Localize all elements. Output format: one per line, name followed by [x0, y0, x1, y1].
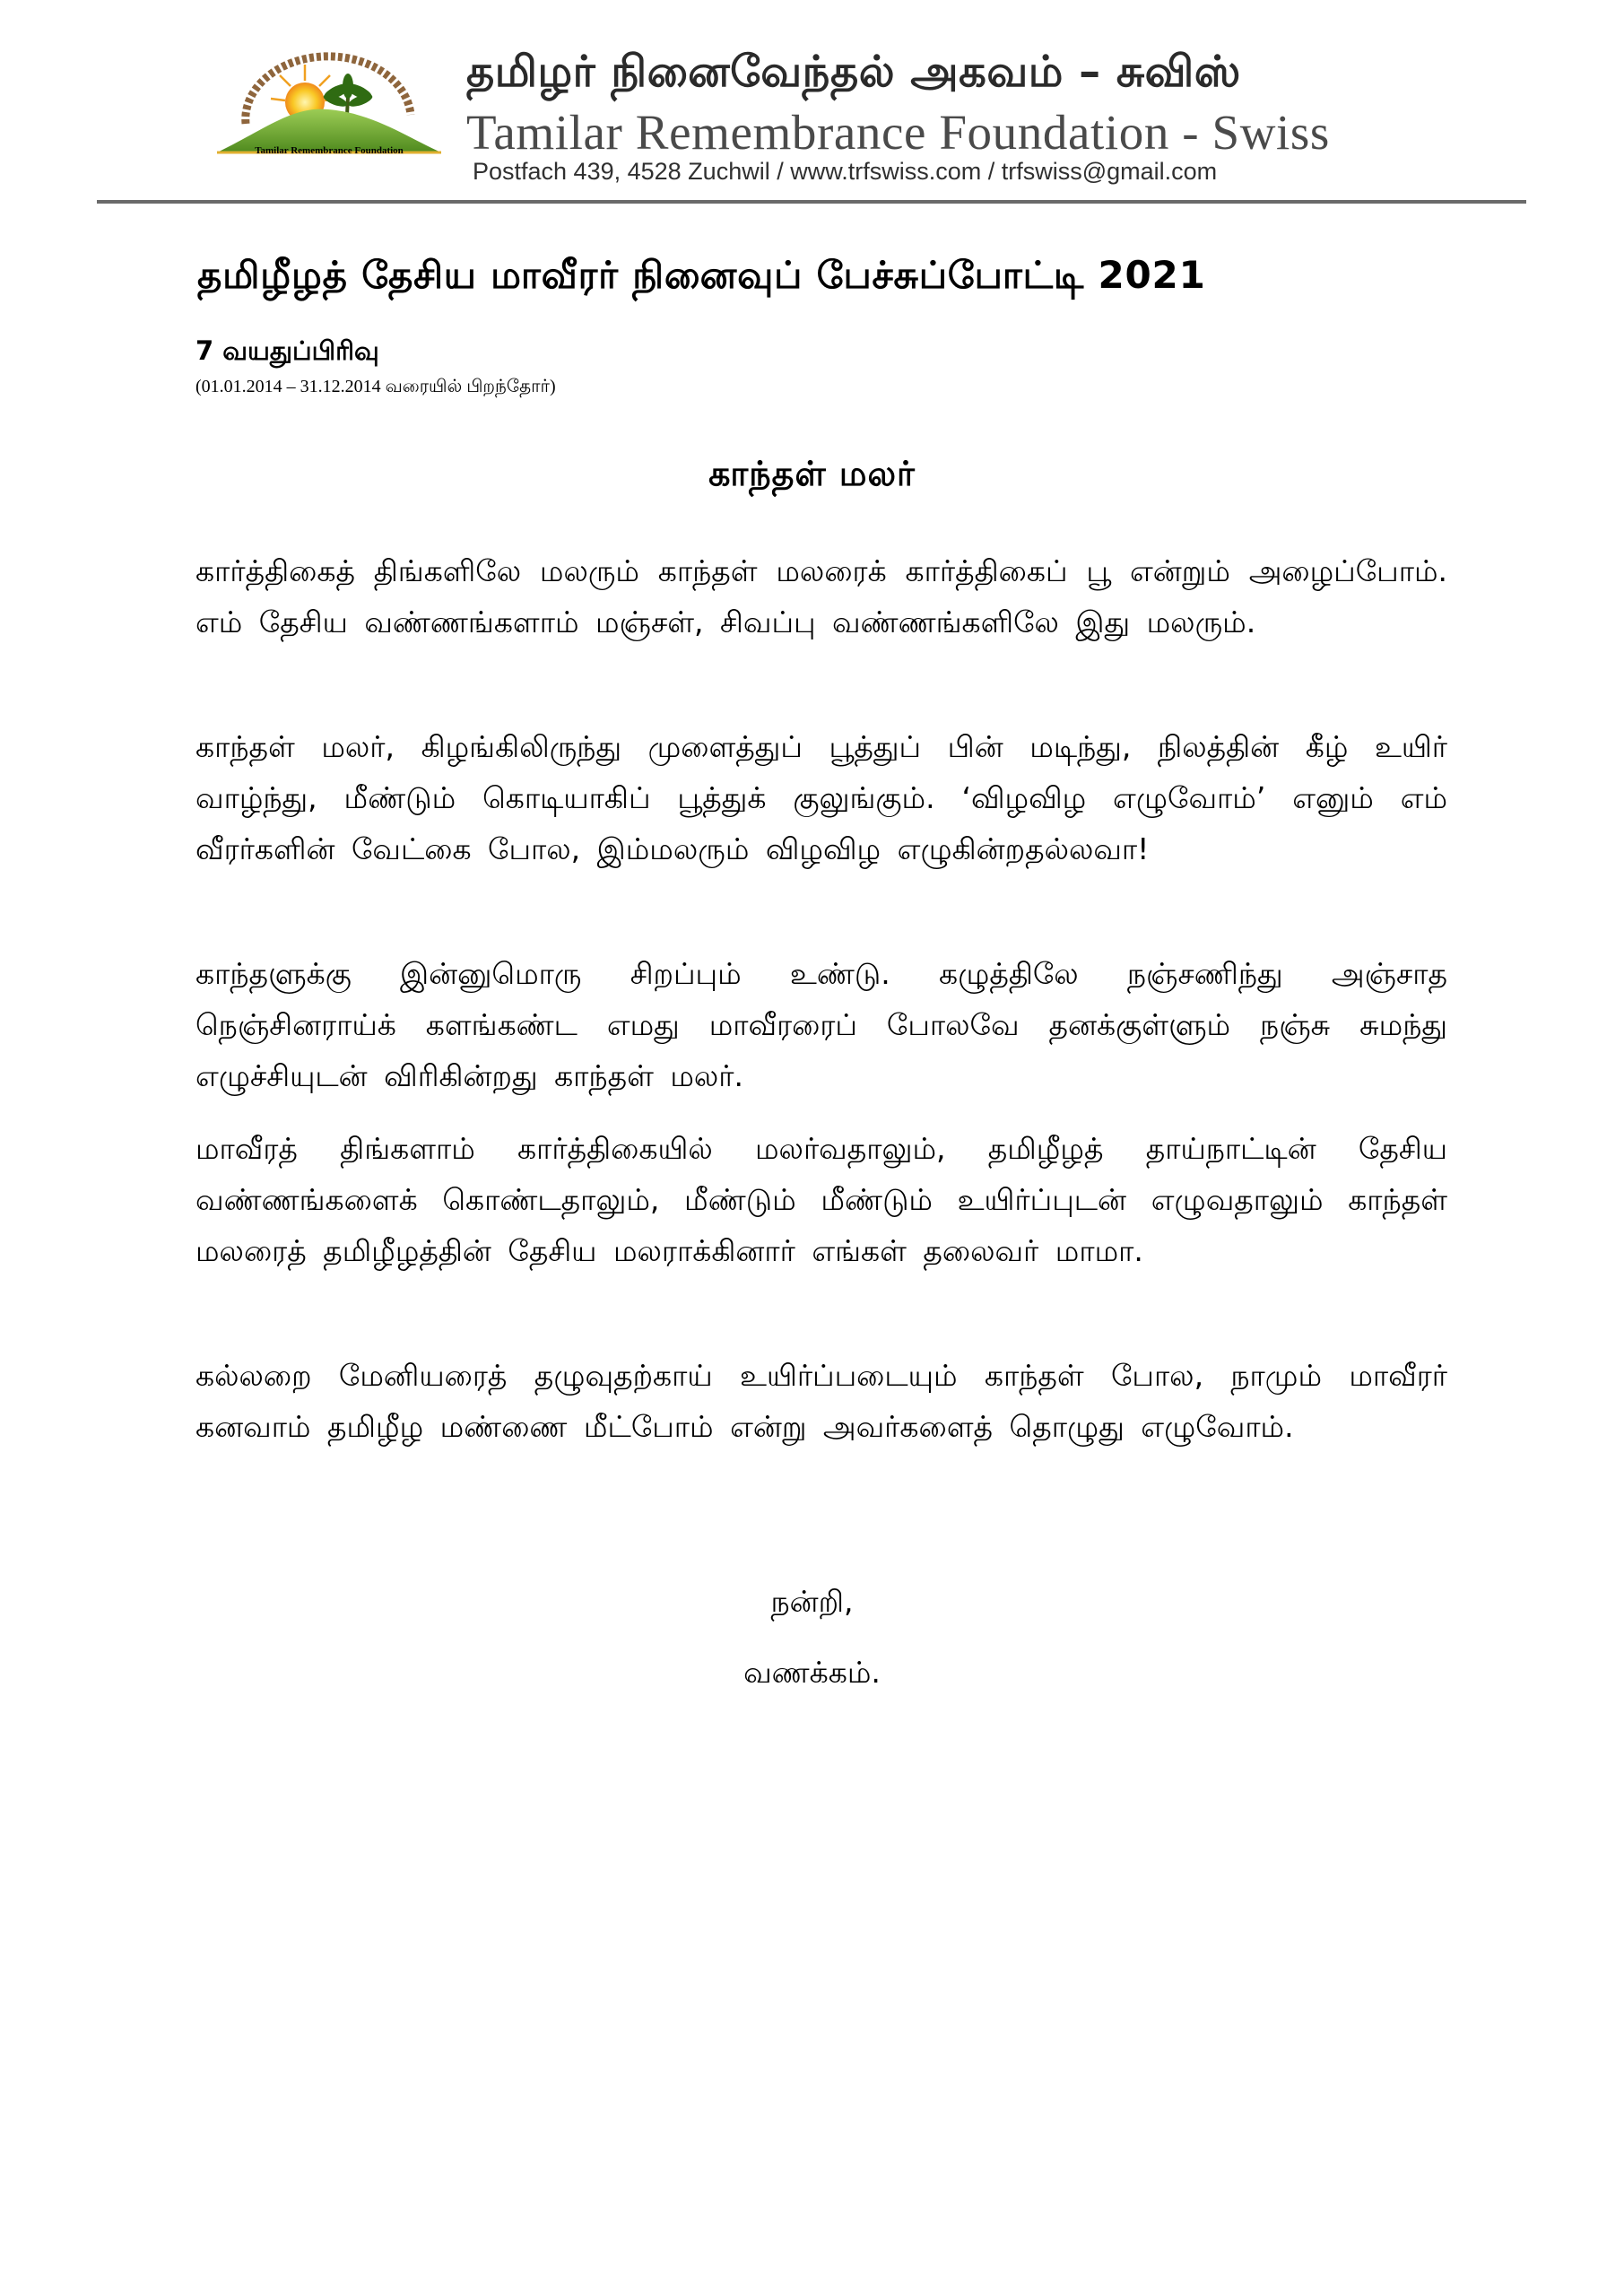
- header-divider: [97, 200, 1526, 204]
- org-name-english: Tamilar Remembrance Foundation - Swiss: [466, 105, 1330, 160]
- closing-greeting: வணக்கம்.: [743, 1655, 881, 1690]
- org-address: Postfach 439, 4528 Zuchwil / www.trfswiss.com / trfswiss@gmail.com: [473, 158, 1218, 185]
- document-title: தமிழீழத் தேசிய மாவீரர் நினைவுப் பேச்சுப்போட்டி 2021: [197, 253, 1206, 297]
- logo-caption: Tamilar Remembrance Foundation: [255, 145, 404, 156]
- speech-paragraph: காந்தளுக்கு இன்னுமொரு சிறப்பும் உண்டு. கழுத்திலே நஞ்சணிந்து அஞ்சாத நெஞ்சினராய்க் களங்கண்ட எமது மாவீரரைப் போலவே தனக்குள்ளும் நஞ்சு சுமந்து எழுச்சியுடன் விரிகின்றது காந்தள் மலர்.: [195, 956, 1447, 1093]
- birth-date-range: (01.01.2014 – 31.12.2014 வரையில் பிறந்தோர்): [195, 377, 556, 396]
- org-name-tamil: தமிழர் நினைவேந்தல் அகவம் – சுவிஸ்: [466, 47, 1241, 97]
- speech-paragraph: காந்தள் மலர், கிழங்கிலிருந்து முளைத்துப் பூத்துப் பின் மடிந்து, நிலத்தின் கீழ் உயிர் வாழ்ந்து, மீண்டும் கொடியாகிப் பூத்துக் குலுங்கும். ‘விழவிழ எழுவோம்’ எனும் எம் வீரர்களின் வேட்கை போல, இம்மலரும் விழவிழ எழுகின்றதல்லவா!: [195, 729, 1447, 866]
- speech-paragraph: கல்லறை மேனியரைத் தழுவுதற்காய் உயிர்ப்படையும் காந்தள் போல, நாமும் மாவீரர் கனவாம் தமிழீழ மண்ணை மீட்போம் என்று அவர்களைத் தொழுது எழுவோம்.: [195, 1358, 1447, 1444]
- closing-thanks: நன்றி,: [770, 1584, 854, 1619]
- foundation-logo: [212, 52, 447, 170]
- age-group-heading: 7 வயதுப்பிரிவு: [195, 335, 379, 366]
- speech-paragraph: கார்த்திகைத் திங்களிலே மலரும் காந்தள் மலரைக் கார்த்திகைப் பூ என்றும் அழைப்போம். எம் தேசிய வண்ணங்களாம் மஞ்சள், சிவப்பு வண்ணங்களிலே இது மலரும்.: [195, 553, 1447, 639]
- speech-title: காந்தள் மலர்: [708, 454, 916, 493]
- speech-paragraph: மாவீரத் திங்களாம் கார்த்திகையில் மலர்வதாலும், தமிழீழத் தாய்நாட்டின் தேசிய வண்ணங்களைக் கொண்டதாலும், மீண்டும் மீண்டும் உயிர்ப்புடன் எழுவதாலும் காந்தள் மலரைத் தமிழீழத்தின் தேசிய மலராக்கினார் எங்கள் தலைவர் மாமா.: [195, 1131, 1447, 1268]
